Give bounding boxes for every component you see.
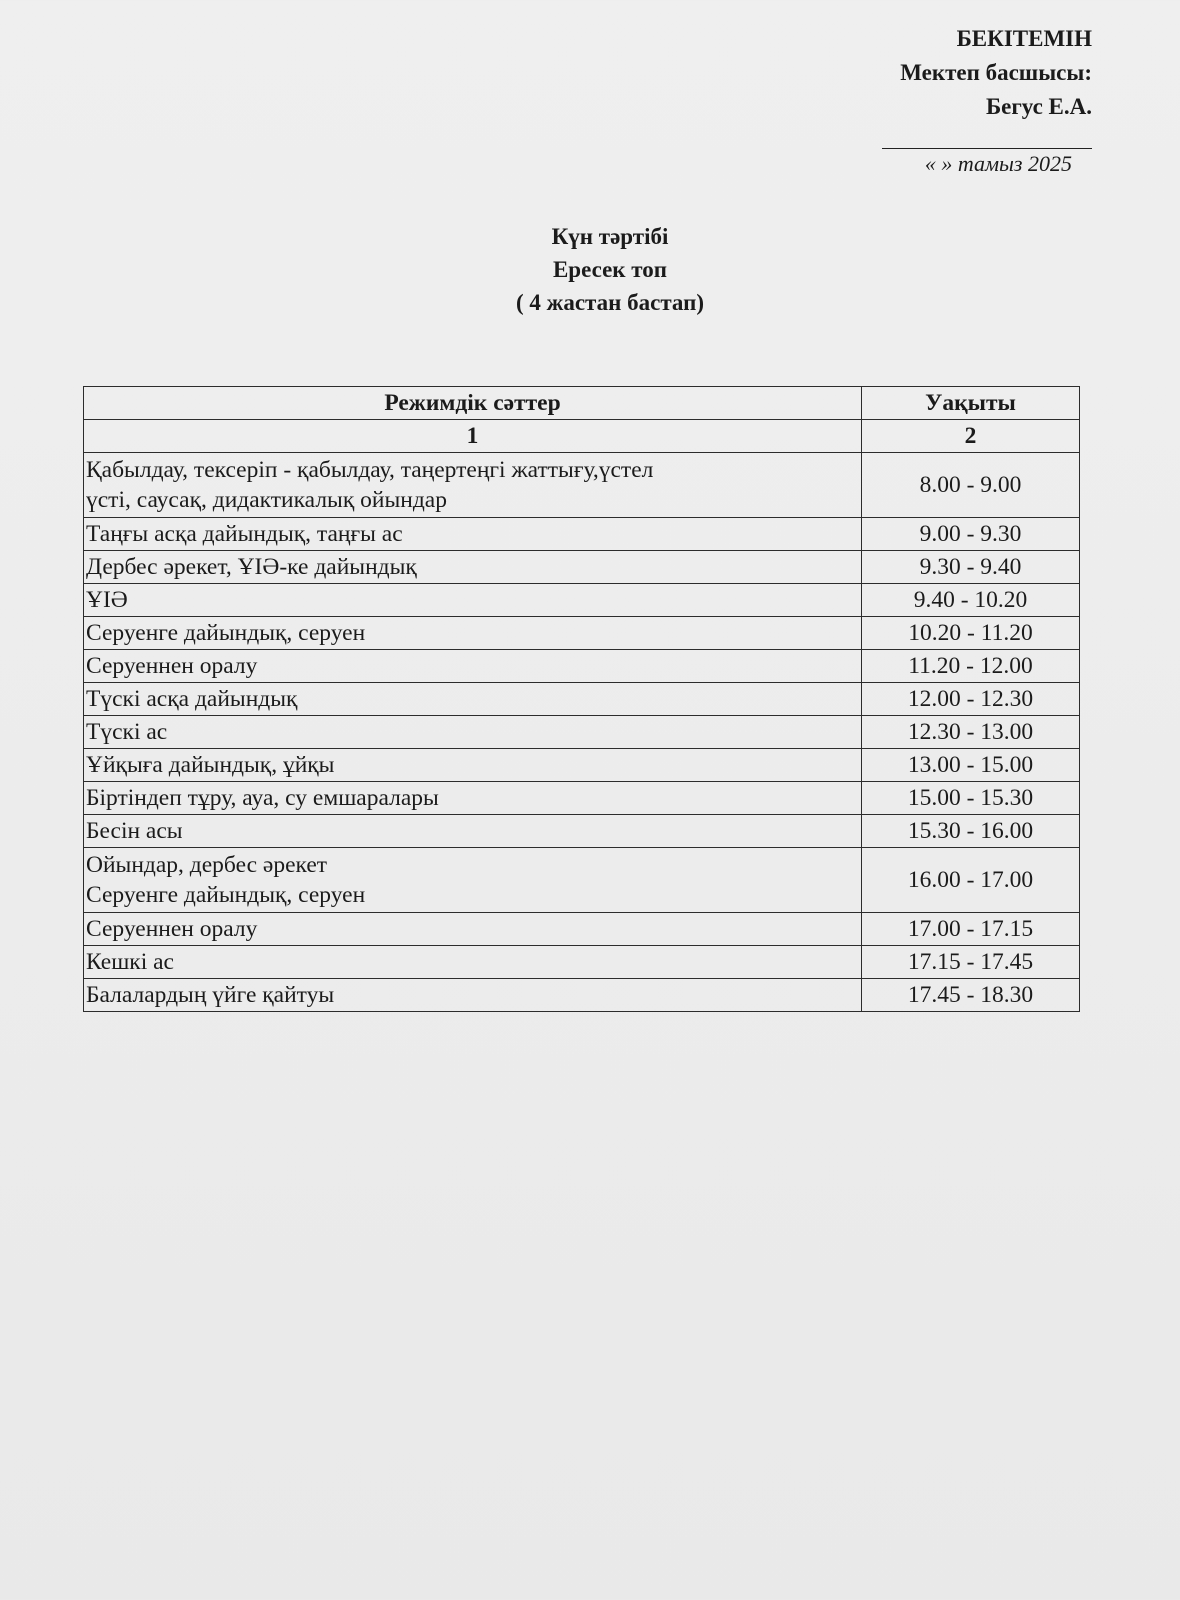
activity-text: Түскі асқа дайындық bbox=[86, 686, 298, 712]
table-row bbox=[84, 453, 1080, 518]
activity-text: Қабылдау, тексеріп - қабылдау, таңертеңгі жаттығу,үстел bbox=[86, 457, 654, 483]
activity-cell bbox=[84, 749, 862, 782]
table-row bbox=[84, 815, 1080, 848]
activity-text: Кешкі ас bbox=[86, 949, 174, 975]
activity-text: Таңғы асқа дайындық, таңғы ас bbox=[86, 521, 403, 547]
activity-text: Бесін асы bbox=[86, 818, 183, 844]
activity-text: Серуенге дайындық, серуен bbox=[86, 620, 366, 646]
activity-cell bbox=[84, 551, 862, 584]
approval-position: Мектеп басшысы: bbox=[900, 60, 1092, 85]
activity-cell bbox=[84, 946, 862, 979]
schedule-table bbox=[83, 386, 1080, 1012]
time-cell: 8.00 - 9.00 bbox=[862, 453, 1080, 518]
column-number-2: 2 bbox=[862, 420, 1080, 453]
table-row bbox=[84, 913, 1080, 946]
approval-block bbox=[832, 22, 1092, 179]
table-row bbox=[84, 749, 1080, 782]
activity-text: Ойындар, дербес әрекет bbox=[86, 852, 328, 878]
table-row bbox=[84, 716, 1080, 749]
time-cell: 15.00 - 15.30 bbox=[862, 782, 1080, 815]
time-cell: 17.00 - 17.15 bbox=[862, 913, 1080, 946]
age-note: ( 4 жастан бастап) bbox=[515, 290, 705, 315]
group-name: Ересек топ bbox=[552, 257, 668, 282]
activity-text: Балалардың үйге қайтуы bbox=[86, 982, 335, 1008]
activity-text: Дербес әрекет, ҰІӘ-ке дайындық bbox=[86, 554, 417, 580]
signature-line bbox=[882, 124, 1092, 149]
activity-cell bbox=[84, 453, 862, 518]
column-number-row bbox=[84, 420, 1080, 453]
time-cell: 9.30 - 9.40 bbox=[862, 551, 1080, 584]
time-cell: 15.30 - 16.00 bbox=[862, 815, 1080, 848]
table-row bbox=[84, 650, 1080, 683]
document-title: Күн тәртібі bbox=[551, 224, 669, 249]
activity-text: үсті, саусақ, дидактикалық ойындар bbox=[86, 487, 447, 513]
header-time: Уақыты bbox=[862, 387, 1080, 420]
activity-cell bbox=[84, 584, 862, 617]
activity-cell bbox=[84, 518, 862, 551]
table-row bbox=[84, 946, 1080, 979]
header-row bbox=[84, 387, 1080, 420]
time-cell: 12.00 - 12.30 bbox=[862, 683, 1080, 716]
activity-cell bbox=[84, 979, 862, 1012]
activity-text: Түскі ас bbox=[86, 719, 168, 745]
activity-text: Серуеннен оралу bbox=[86, 653, 258, 679]
time-cell: 13.00 - 15.00 bbox=[862, 749, 1080, 782]
activity-text: Серуеннен оралу bbox=[86, 916, 258, 942]
time-cell: 12.30 - 13.00 bbox=[862, 716, 1080, 749]
activity-cell bbox=[84, 683, 862, 716]
activity-text: ҰІӘ bbox=[86, 587, 128, 613]
activity-cell bbox=[84, 815, 862, 848]
table-row bbox=[84, 848, 1080, 913]
activity-text: Біртіндеп тұру, ауа, су емшаралары bbox=[86, 785, 439, 811]
activity-cell bbox=[84, 650, 862, 683]
time-cell: 17.45 - 18.30 bbox=[862, 979, 1080, 1012]
table-row bbox=[84, 979, 1080, 1012]
activity-text: Серуенге дайындық, серуен bbox=[86, 882, 366, 908]
header-activity: Режимдік сәттер bbox=[84, 387, 862, 420]
time-cell: 17.15 - 17.45 bbox=[862, 946, 1080, 979]
activity-cell bbox=[84, 848, 862, 913]
table-row bbox=[84, 782, 1080, 815]
table-row bbox=[84, 518, 1080, 551]
approval-title: БЕКІТЕМІН bbox=[956, 26, 1092, 51]
table-row bbox=[84, 617, 1080, 650]
approval-name: Бегус Е.А. bbox=[985, 94, 1092, 119]
activity-text: Ұйқыға дайындық, ұйқы bbox=[86, 752, 335, 778]
table-row bbox=[84, 584, 1080, 617]
column-number-1: 1 bbox=[84, 420, 862, 453]
activity-cell bbox=[84, 617, 862, 650]
table-row bbox=[84, 683, 1080, 716]
document-heading bbox=[0, 220, 1180, 319]
activity-cell bbox=[84, 716, 862, 749]
approval-date: « » тамыз 2025 bbox=[924, 151, 1072, 176]
time-cell: 16.00 - 17.00 bbox=[862, 848, 1080, 913]
activity-cell bbox=[84, 782, 862, 815]
time-cell: 11.20 - 12.00 bbox=[862, 650, 1080, 683]
activity-cell bbox=[84, 913, 862, 946]
time-cell: 9.40 - 10.20 bbox=[862, 584, 1080, 617]
table-row bbox=[84, 551, 1080, 584]
time-cell: 10.20 - 11.20 bbox=[862, 617, 1080, 650]
time-cell: 9.00 - 9.30 bbox=[862, 518, 1080, 551]
